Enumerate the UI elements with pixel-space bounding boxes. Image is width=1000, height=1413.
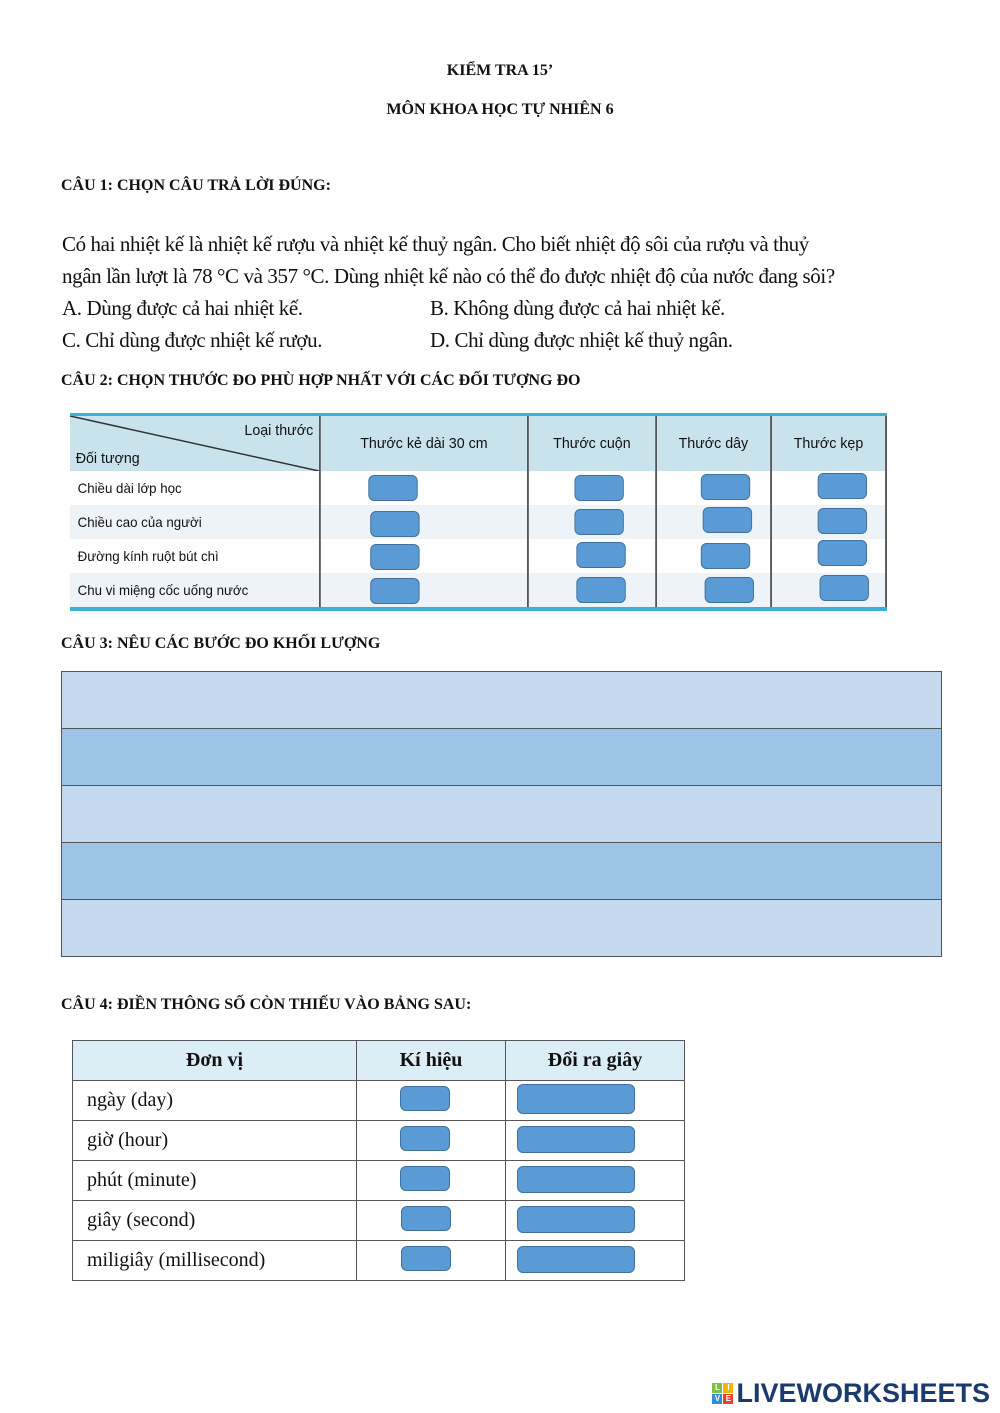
column-header: Đơn vị — [73, 1041, 357, 1081]
answer-box[interactable] — [819, 575, 868, 601]
question-1-text: ngân lần lượt là 78 °C và 357 °C. Dùng nhiệt kế nào có thể đo được nhiệt độ của nước đang sôi? — [62, 264, 835, 288]
answer-box[interactable] — [370, 578, 419, 604]
row-label: Chiều cao của người — [70, 505, 320, 539]
column-header: Thước kẹp — [771, 415, 886, 472]
symbol-answer-box[interactable] — [401, 1246, 451, 1271]
seconds-answer-box[interactable] — [517, 1206, 635, 1233]
question-4-heading: CÂU 4: ĐIỀN THÔNG SỐ CÒN THIẾU VÀO BẢNG SAU: — [61, 996, 472, 1013]
answer-box[interactable] — [700, 474, 749, 500]
measurement-steps-answer-area — [61, 671, 942, 957]
answer-step-field[interactable] — [62, 843, 941, 900]
brand-name: LIVEWORKSHEETS — [736, 1378, 990, 1408]
option-d[interactable]: D. Chỉ dùng được nhiệt kế thuỷ ngân. — [430, 328, 733, 352]
question-2-heading: CÂU 2: CHỌN THƯỚC ĐO PHÙ HỢP NHẤT VỚI CÁC ĐỐI TƯỢNG ĐO — [61, 372, 581, 389]
symbol-answer-box[interactable] — [401, 1206, 451, 1231]
row-label: Đường kính ruột bút chì — [70, 539, 320, 573]
unit-label: ngày (day) — [73, 1081, 357, 1121]
table-row — [70, 471, 886, 505]
table-row — [73, 1081, 685, 1121]
row-label: Chiều dài lớp học — [70, 471, 320, 505]
option-c[interactable]: C. Chỉ dùng được nhiệt kế rượu. — [62, 328, 323, 352]
liveworksheets-logo — [712, 1378, 990, 1409]
column-header: Thước cuộn — [528, 415, 656, 472]
answer-box[interactable] — [370, 544, 419, 570]
logo-icon: L I V E — [712, 1383, 733, 1404]
answer-box[interactable] — [704, 577, 753, 603]
answer-box[interactable] — [575, 509, 624, 535]
seconds-answer-box[interactable] — [517, 1084, 635, 1114]
answer-box[interactable] — [368, 475, 417, 501]
seconds-answer-box[interactable] — [517, 1246, 635, 1273]
worksheet-subtitle: MÔN KHOA HỌC TỰ NHIÊN 6 — [386, 101, 614, 118]
table-row — [70, 573, 886, 609]
answer-box[interactable] — [576, 577, 625, 603]
symbol-answer-box[interactable] — [400, 1166, 450, 1191]
answer-box[interactable] — [702, 507, 751, 533]
answer-box[interactable] — [817, 473, 866, 499]
table-corner-header — [70, 415, 320, 472]
seconds-answer-box[interactable] — [517, 1166, 635, 1193]
table-row — [70, 505, 886, 539]
symbol-answer-box[interactable] — [400, 1126, 450, 1151]
column-header: Kí hiệu — [357, 1041, 506, 1081]
unit-label: phút (minute) — [73, 1161, 357, 1201]
unit-label: giờ (hour) — [73, 1121, 357, 1161]
column-header: Thước dây — [656, 415, 771, 472]
table-row — [73, 1121, 685, 1161]
corner-label-object: Đối tượng — [75, 450, 140, 467]
answer-step-field[interactable] — [62, 672, 941, 729]
question-3-heading: CÂU 3: NÊU CÁC BƯỚC ĐO KHỐI LƯỢNG — [61, 635, 381, 652]
answer-box[interactable] — [575, 475, 624, 501]
answer-step-field[interactable] — [62, 900, 941, 956]
unit-label: miligiây (millisecond) — [73, 1241, 357, 1281]
worksheet-title: KIỂM TRA 15’ — [446, 62, 554, 79]
option-a[interactable]: A. Dùng được cả hai nhiệt kế. — [62, 296, 303, 320]
answer-box[interactable] — [817, 508, 866, 534]
question-1-heading: CÂU 1: CHỌN CÂU TRẢ LỜI ĐÚNG: — [61, 177, 331, 194]
option-b[interactable]: B. Không dùng được cả hai nhiệt kế. — [430, 296, 725, 320]
seconds-answer-box[interactable] — [517, 1126, 635, 1153]
unit-label: giây (second) — [73, 1201, 357, 1241]
table-row — [73, 1201, 685, 1241]
answer-box[interactable] — [700, 543, 749, 569]
corner-label-ruler-type: Loại thước — [244, 422, 314, 439]
column-header: Thước kẻ dài 30 cm — [320, 415, 528, 472]
answer-step-field[interactable] — [62, 729, 941, 786]
table-row — [73, 1241, 685, 1281]
table-row — [70, 539, 886, 573]
ruler-matching-table — [70, 413, 887, 611]
question-1-body — [62, 228, 835, 356]
column-header: Đổi ra giây — [506, 1041, 685, 1081]
symbol-answer-box[interactable] — [400, 1086, 450, 1111]
row-label: Chu vi miệng cốc uống nước — [70, 573, 320, 609]
time-units-table — [72, 1040, 685, 1281]
answer-box[interactable] — [370, 511, 419, 537]
answer-box[interactable] — [576, 542, 625, 568]
table-row — [73, 1161, 685, 1201]
answer-step-field[interactable] — [62, 786, 941, 843]
question-1-text: Có hai nhiệt kế là nhiệt kế rượu và nhiệt kế thuỷ ngân. Cho biết nhiệt độ sôi của rượu và thuỷ — [62, 232, 809, 256]
answer-box[interactable] — [817, 540, 866, 566]
